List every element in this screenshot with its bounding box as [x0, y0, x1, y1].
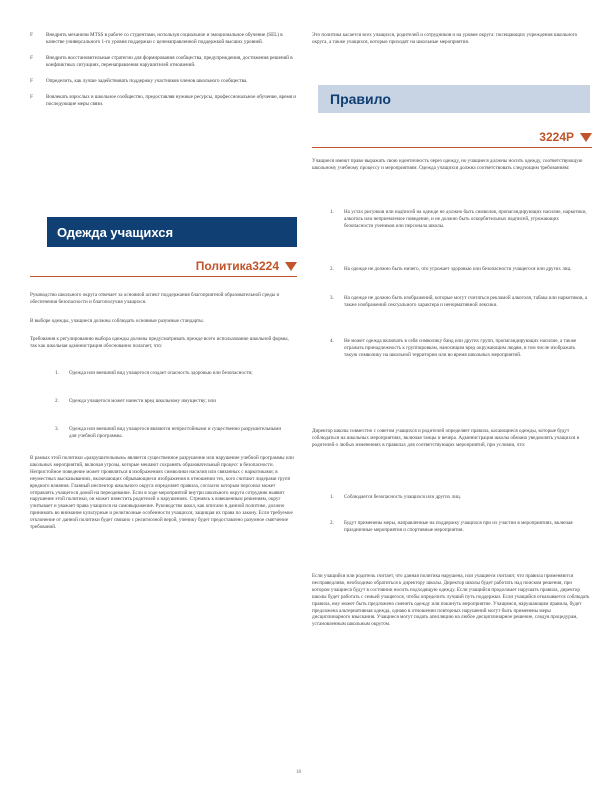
numbered-item — [330, 338, 588, 359]
item-text: Соблюдается безопасность учащихся или других лиц. — [344, 494, 461, 500]
bullet-list — [30, 32, 298, 117]
numbered-item — [55, 370, 285, 377]
item-number: 2. — [55, 398, 59, 404]
numbered-item — [330, 520, 588, 534]
item-number: 2. — [330, 266, 334, 272]
item-text: Одежда или внешний вид учащегося создает опасность здоровью или безопасности; — [69, 370, 253, 376]
item-number: 3. — [330, 295, 334, 301]
bullet-text: Внедрить восстановительные стратегии для формирования сообщества, предупреждения, достижения решений в конфликтных ситуациях, перенаправления нарушителей отношений. — [46, 55, 293, 68]
item-text: На одежде не должно быть изображений, которые могут считаться рекламой алкоголя, табака или наркотиков, а также изображений сексуального характера и ненормативной лексики. — [344, 295, 588, 308]
item-number: 1. — [55, 370, 59, 376]
bullet-item — [30, 55, 298, 69]
bullet-text: Определить, как лучше задействовать поддержку участников членов школьного сообщества. — [46, 78, 248, 84]
policy-heading — [312, 127, 592, 148]
middle-paragraph: Директор школы совместно с советом учащихся и родителей определяет правила, касающиеся одежды, которые будут соблюдаться на школьных мероприятиях, включая танцы и вечера. Администрация школы обязана уведомлять учащихся и родителей о любых изменениях в правилах для соответствующих мероприятий, при условии, что: — [312, 428, 580, 448]
bullet-mark: F — [30, 32, 34, 38]
numbered-item — [55, 398, 285, 405]
item-text: Одежда учащегося может нанести вред школьному имуществу; или — [69, 398, 217, 404]
item-text: На одежде не должно быть ничего, что угрожает здоровью или безопасности учащегося или других лиц. — [344, 266, 572, 272]
policy-label: 3224Р — [539, 130, 574, 144]
intro-paragraph: Требования к регулированию выбора одежды должны предусматривать прежде всего использование школьной формы, так как школьная администрация обоснованно полагает, что: — [30, 336, 289, 349]
intro-paragraph: В выборе одежды, учащиеся должны соблюдать основные разумные стандарты. — [30, 318, 204, 324]
bullet-text: Внедрить механизм МТSS в работе со студентами, используя социальное и эмоциональное обучение (SEL) в качестве универсального 1-го уровня поддержки с целенаправленной поддержкой высших уровней. — [46, 32, 283, 45]
bullet-mark: F — [30, 55, 34, 61]
page-number: 18 — [296, 770, 301, 775]
intro-paragraph: Учащиеся имеют право выражать свою идентичность через одежду, но учащиеся должны носить одежду, соответствующую школьному учебному процессу и мероприятиям. Одежда учащихся должна соответствовать следующим требованиям: — [312, 158, 583, 171]
numbered-item — [330, 295, 588, 309]
item-number: 4. — [330, 338, 334, 344]
body-paragraph: В рамках этой политики «разрушительным» является существенное разрушение или нарушение учебной программы или школьных мероприятий, включая угрозы, которые мешают сохранять образовательный процесс в безопасности. Непристойное поведение может проявляться в изображениях символики насилия или связанных с наркотиками; в неуместных высказываниях, включающих обрывающиеся изображения в отношении тех, кого считают лидерами групп вредного влияния. Главный инспектор школьного округа определяет правила, согласно которым персонал может отправлять учащегося домой на переодевание. Если в ходе мероприятий внутри школьного округа сотрудник выявит нарушение этой политики, он может известить родителей о нарушениях. Стремясь к взвешенным решениям, округ учитывает и уважает права учащихся на самовыражение. Руководство школ, как описано в данной политике, должно принимать во внимание культурные и религиозные особенности учащихся, защищая их права по закону. Если требуемое отклонение от данной политики будет связано с религиозной верой, ученику будет предоставлено разумное смягчение требований. — [30, 455, 294, 531]
item-text: Будут применены меры, направленные на поддержку учащихся при их участии в мероприятиях, включая праздничные мероприятия и спортивные мероприятия. — [344, 520, 573, 533]
policy-heading — [30, 256, 297, 277]
bullet-item — [30, 32, 298, 46]
closing-paragraph: Если учащийся или родитель считает, что данная политика нарушена, или учащиеся считают, что правила применяются несправедливо, необходимо обратиться к директору школы. Директор школы будет работать над поиском решения, при котором учащиеся будут в состоянии носить подходящую одежду. Если учащийся продолжает нарушать правила, директор школы будет работать с семьей учащегося, чтобы определить лучший путь поддержки. Если учащийся отказывается соблюдать правила, ему может быть предложено сменить одежду или покинуть мероприятие. Учащимся, нарушающим правила, будет предложена альтернативная одежда, однако в отношении повторных нарушений могут быть применены меры дисциплинарного взыскания. Учащиеся могут подать апелляцию на любое дисциплинарное решение, следуя процедурам, установленным школьным округом. — [312, 573, 590, 628]
bullet-mark: F — [30, 94, 34, 100]
bullet-item — [30, 78, 298, 85]
intro-paragraph: Руководство школьного округа отвечает за основной аспект поддержания благоприятной образовательной среды и обеспечения безопасности и благополучия учащихся. — [30, 292, 280, 305]
item-number: 1. — [330, 209, 334, 215]
section-banner-dress: Одежда учащихся — [47, 217, 297, 247]
top-paragraph: Это политика касается всех учащихся, родителей и сотрудников и на уровне округа: посещающих учреждения школьного округа, а также учащихся, которые приходят на школьные мероприятия. — [312, 32, 578, 45]
bullet-item — [30, 94, 298, 108]
numbered-item — [330, 494, 588, 501]
numbered-item — [55, 426, 285, 440]
triangle-down-icon — [285, 262, 297, 271]
numbered-item — [330, 266, 588, 273]
item-number: 1. — [330, 494, 334, 500]
item-text: Не может одежда включать в себя символику банд или других групп, пропагандирующих насилие, а также отражать принадлежность к группировкам, наносящим вред окружающим людям, в том числе изображать такую символику на школьной территории или во время школьных мероприятий. — [344, 338, 577, 358]
section-banner-rule: Правило — [318, 85, 590, 113]
numbered-item — [330, 209, 588, 230]
bullet-text: Вовлекать взрослых в школьное сообщество, предоставляя нужные ресурсы, профессиональное обучение, время и последующие меры связи. — [46, 94, 297, 107]
triangle-down-icon — [580, 133, 592, 142]
item-text: На устах рисунков или надписей на одежде не должно быть символов, пропагандирующих насилие, наркотики, алкоголь или неприемлемое поведение, и не должно быть оскорбительных надписей, угрожающих безопасности учеников или персонала школы. — [344, 209, 587, 229]
item-text: Одежда или внешний вид учащегося являются непристойными и существенно разрушительными для учебной программы. — [69, 426, 282, 439]
bullet-mark: F — [30, 78, 34, 84]
policy-label: Политика3224 — [195, 259, 279, 273]
item-number: 2. — [330, 520, 334, 526]
item-number: 3. — [55, 426, 59, 432]
